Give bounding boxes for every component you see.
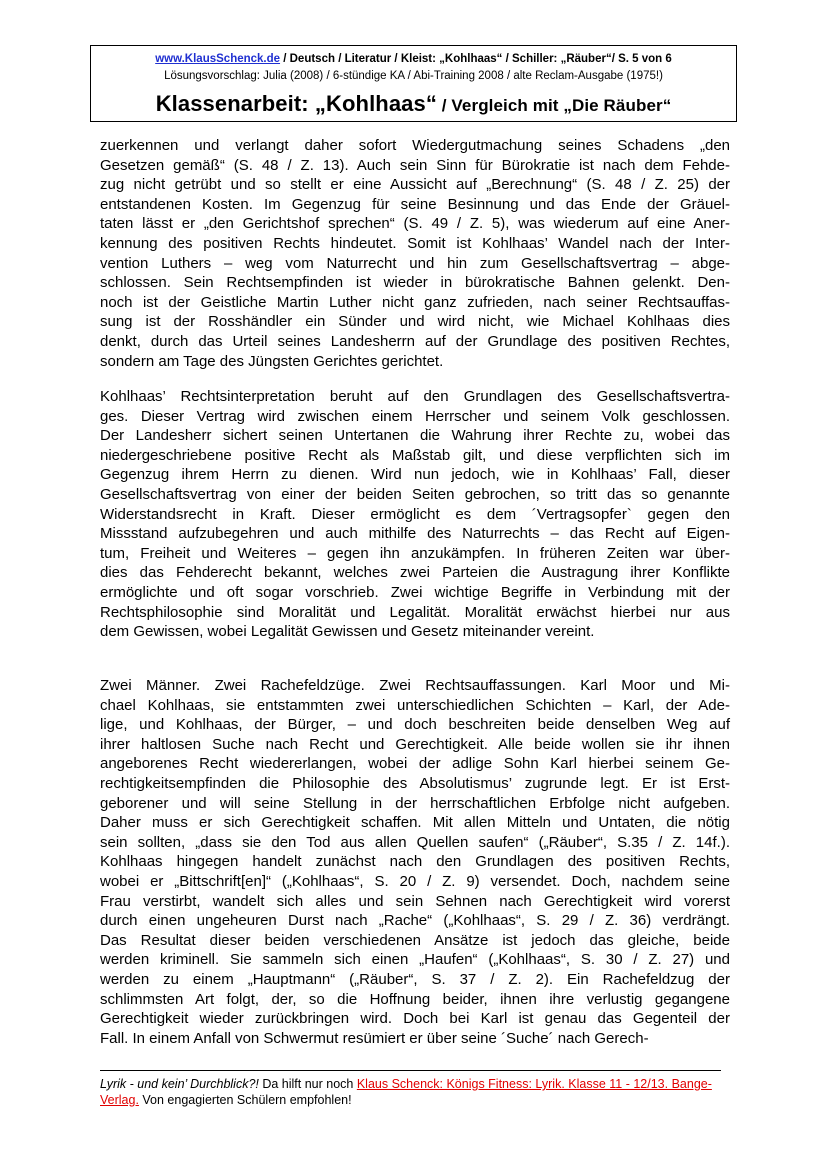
text-line: zug nicht getrübt und so stellt er eine Aussicht auf „Berechnung“ (S. 48 / Z. 25) der	[100, 176, 730, 194]
text-line: ermöglichte und oft sogar vorschrieb. Zwei wichtige Begriffe in Verbindung mit der	[100, 583, 730, 601]
text-line: geborener und will seine Stellung in der herrschaftlichen Erbfolge nicht aufgeben.	[100, 794, 730, 812]
text-line: ges. Dieser Vertrag wird zwischen einem Herrscher und seinem Volk geschlossen.	[100, 407, 730, 425]
text-line: Gesetzen gemäß“ (S. 48 / Z. 13). Auch sein Sinn für Bürokratie ist nach dem Fehde-	[100, 156, 730, 174]
text-line: schlossen. Sein Rechtsempfinden ist wieder in bürokratische Bahnen gelenkt. Den-	[100, 274, 730, 292]
text-line: Frau verstirbt, wandelt sich alles und sein Sehnen nach Gerechtigkeit wird vorerst	[100, 892, 730, 910]
page-footer	[100, 1076, 725, 1108]
text-line: entstandenen Kosten. Im Gegenzug für seine Besinnung und das Ende der Gräuel-	[100, 195, 730, 213]
text-line: sein sollten, „dass sie den Tod aus allen Quellen saufen“ („Räuber“, S.35 / Z. 14f.).	[100, 833, 730, 851]
text-line: werden zu einem „Hauptmann“ („Räuber“, S. 37 / Z. 2). Ein Rachefeldzug der	[100, 970, 730, 988]
text-line: sondern am Tage des Jüngsten Gerichtes gerichtet.	[100, 352, 444, 370]
text-line: dies das Fehderecht bekannt, welches zwei Parteien die Austragung ihrer Konflikte	[100, 564, 730, 582]
text-line: ihrer haltlosen Suche nach Recht und Gerechtigkeit. Alle beide wollen sie ihr ihnen	[100, 735, 730, 753]
text-line: Kohlhaas’ Rechtsinterpretation beruht auf den Grundlagen des Gesellschaftsvertra-	[100, 388, 730, 405]
text-line: sung ist der Rosshändler ein Sünder und wird nicht, wie Michael Kohlhaas dies	[100, 313, 730, 331]
title-separator: /	[436, 96, 452, 115]
text-line: Gesellschaftsvertrag von einer der beiden Seiten gebrochen, so tritt das so genannte	[100, 485, 730, 503]
text-line: durch einen ungeheuren Durst nach „Rache“ („Kohlhaas“, S. 29 / Z. 36) verdrängt.	[100, 912, 730, 930]
footer-book-link[interactable]: Klaus Schenck: Königs Fitness: Lyrik. Klasse 11 - 12/13. Bange-Verlag.	[100, 1077, 712, 1107]
paragraph-1	[100, 136, 730, 371]
header-breadcrumb	[91, 53, 736, 65]
text-line: wobei er „Bittschrift[en]“ („Kohlhaas“, S. 20 / Z. 9) versendet. Doch, nachdem seine	[100, 872, 730, 890]
title-sub: Vergleich mit „Die Räuber“	[451, 96, 672, 115]
footer-plain: Da hilft nur noch	[258, 1077, 357, 1091]
text-line: kennung des positiven Rechts hindeutet. Somit ist Kohlhaas’ Wandel nach der Inter-	[100, 234, 730, 252]
title-main: Klassenarbeit: „Kohlhaas“	[155, 91, 437, 116]
text-line: Rechtsphilosophie sind Moralität und Legalität. Moralität erwächst hierbei nur aus	[100, 603, 730, 621]
text-line: zuerkennen und verlangt daher sofort Wiedergutmachung seines Schadens „den	[100, 137, 730, 154]
text-line: noch ist der Geistliche Martin Luther nicht ganz zufrieden, nach seiner Rechtsauffas-	[100, 293, 730, 311]
text-line: denkt, durch das Urteil seines Landesherrn auf der Grundlage des positiven Rechtes,	[100, 332, 730, 350]
breadcrumb-text: / Deutsch / Literatur / Kleist: „Kohlhaas“ / Schiller: „Räuber“/ S. 5 von 6	[280, 53, 672, 65]
text-line: dem Gewissen, wobei Legalität Gewissen und Gesetz miteinander vereint.	[100, 623, 595, 641]
page-header	[90, 45, 737, 122]
site-link[interactable]: www.KlausSchenck.de	[155, 53, 281, 65]
text-line: Missstand aufzubegehren und auch mithilfe des Naturrechts – das Recht auf Eigen-	[100, 525, 730, 543]
text-line: niedergeschriebene positive Recht als Maßstab gilt, und diese verpflichten sich im	[100, 446, 730, 464]
paragraph-3	[100, 676, 730, 1048]
page-title	[91, 91, 736, 117]
text-line: Daher muss er sich Gerechtigkeit schaffen. Mit allen Mitteln und Untaten, die nötig	[100, 814, 730, 832]
text-line: angeborenes Recht wiedererlangen, wobei der adlige Sohn Karl hierbei seinem Ge-	[100, 755, 730, 773]
text-line: schlimmsten Art folgt, der, so die Hoffnung beider, ihnen ihre verlustig gegangene	[100, 990, 730, 1008]
text-line: rechtigkeitsempfinden die Philosophie des Absolutismus’ zugrunde legt. Er ist Erst-	[100, 774, 730, 792]
text-line: Gerechtigkeit wieder zurückbringen wird. Doch bei Karl ist genau das Gegenteil der	[100, 1010, 730, 1028]
text-line: Das Resultat dieser beiden verschiedenen Ansätze ist jedoch das gleiche, beide	[100, 931, 730, 949]
text-line: Der Landesherr sichert seinen Untertanen die Wahrung ihrer Rechte zu, wobei das	[100, 427, 730, 445]
text-line: Gegenzug ihrem Herrn zu dienen. Wird nun jedoch, wie in Kohlhaas’ Fall, dieser	[100, 466, 730, 484]
header-subline: Lösungsvorschlag: Julia (2008) / 6-stündige KA / Abi-Training 2008 / alte Reclam-Ausgabe (1975!)	[164, 70, 663, 82]
text-line: taten lässt er „den Gerichtshof sprechen“ (S. 49 / Z. 5), was wiederum auf eine Aner-	[100, 215, 730, 233]
text-line: Widerstandsrecht in Kraft. Dieser ermöglicht es dem ´Vertragsopfer` gegen den	[100, 505, 730, 523]
paragraph-2	[100, 387, 730, 642]
footer-divider	[100, 1070, 721, 1071]
text-line: werden kriminell. Sie sammeln sich einen „Haufen“ („Kohlhaas“, S. 30 / Z. 27) und	[100, 951, 730, 969]
footer-tail: Von engagierten Schülern empfohlen!	[138, 1093, 352, 1107]
text-line: chael Kohlhaas, sie entstammten zwei unterschiedlichen Schichten – Karl, der Ade-	[100, 696, 730, 714]
text-line: Zwei Männer. Zwei Rachefeldzüge. Zwei Rechtsauffassungen. Karl Moor und Mi-	[100, 677, 730, 694]
text-line: Fall. In einem Anfall von Schwermut resümiert er über seine ´Suche´ nach Gerech-	[100, 1029, 649, 1047]
text-line: vention Luthers – weg vom Naturrecht und hin zum Gesellschaftsvertrag – abge-	[100, 254, 730, 272]
footer-italic: Lyrik - und kein’ Durchblick?!	[100, 1077, 259, 1091]
text-line: lige, und Kohlhaas, der Bürger, – und doch beschreiten beide denselben Weg auf	[100, 716, 730, 734]
text-line: Kohlhaas hingegen handelt zunächst nach den Grundlagen des positiven Rechts,	[100, 853, 730, 871]
text-line: tum, Freiheit und Weiteres – gegen ihn anzukämpfen. In früheren Zeiten war über-	[100, 544, 730, 562]
